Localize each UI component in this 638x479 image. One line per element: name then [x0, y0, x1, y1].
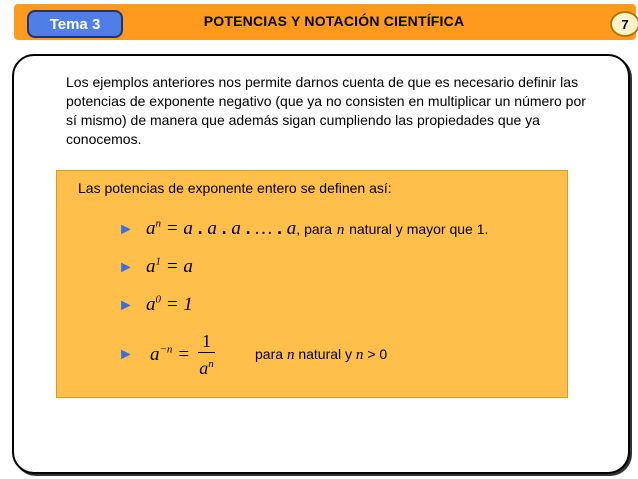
fraction: $\frac{1}{a^n}$ — [199, 331, 214, 378]
page-number-badge: 7 — [610, 11, 638, 37]
formula-power-one: $a^1 = a$ — [146, 255, 193, 277]
definition-row-3 — [118, 294, 193, 316]
definition-row-2 — [118, 256, 193, 278]
formula-general: $a^n = a$ . a . a . … . a, para n natural y mayor que 1. — [146, 217, 489, 239]
page-title: POTENCIAS Y NOTACIÓN CIENTÍFICA — [203, 13, 465, 29]
definition-row-1 — [118, 218, 488, 240]
definition-title: Las potencias de exponente entero se definen así: — [78, 180, 392, 196]
bullet-arrow-icon: ► — [118, 345, 134, 363]
bullet-arrow-icon: ► — [118, 297, 134, 314]
formula-negative-exponent: $a^{-n}$ = — [150, 343, 191, 365]
formula-power-zero: $a^0 = 1$ — [146, 293, 193, 315]
intro-paragraph: Los ejemplos anteriores nos permite darnos cuenta de que es necesario definir las potencias de exponente negativo (que ya no consisten en multiplicar un número por sí mismo) de manera que además sigan cumpliendo las propiedades que ya conocemos. — [66, 74, 586, 147]
bullet-arrow-icon: ► — [118, 259, 134, 276]
tema-badge[interactable]: Tema 3 — [27, 10, 123, 38]
definition-row-4 — [118, 330, 387, 379]
bullet-arrow-icon: ► — [118, 221, 134, 238]
header-bar — [14, 4, 636, 40]
condition-text: para n natural y n > 0 — [255, 345, 388, 363]
